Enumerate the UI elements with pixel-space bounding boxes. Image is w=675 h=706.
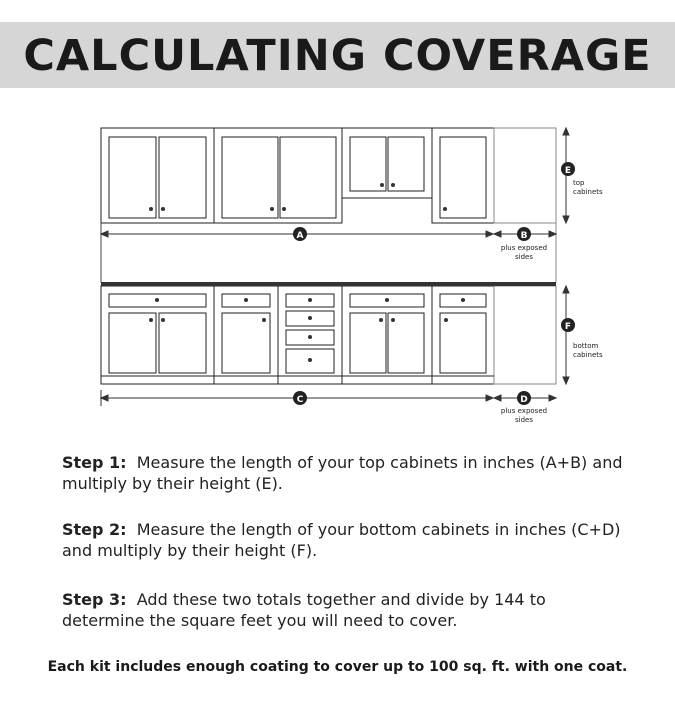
marker-b: B [520,231,528,241]
bottom-exposed-side [494,286,556,384]
marker-a: A [296,231,304,241]
step-1-text: Measure the length of your top cabinets in inches (A+B) and multiply by their height (E). [62,453,623,493]
bottom-cabinets [101,286,556,384]
step-3-text: Add these two totals together and divide by 144 to determine the square feet you will need to cover. [62,590,546,630]
marker-d: D [520,395,528,405]
cabinet-diagram [0,110,675,430]
page-title: CALCULATING COVERAGE [23,31,652,81]
step-2-text: Measure the length of your bottom cabinets in inches (C+D) and multiply by their height (F). [62,520,621,560]
coverage-note: Each kit includes enough coating to cover up to 100 sq. ft. with one coat. [47,659,628,675]
marker-c: C [296,395,304,405]
exposed-sides-label-top-1: plus exposed [500,244,548,252]
top-cabinets-label-2: cabinets [573,188,603,196]
top-cabinet-4 [432,128,494,223]
marker-f: F [564,322,572,332]
step-2-label: Step 2: [62,520,127,539]
step-2 [62,519,632,561]
marker-e: E [564,166,572,176]
bottom-cabinets-label-1: bottom [573,342,599,350]
top-cabinet-3 [342,128,432,198]
top-cabinet-1 [101,128,214,223]
exposed-sides-label-top-2: sides [515,253,533,261]
exposed-sides-label-bottom-2: sides [515,416,533,424]
step-3 [62,589,632,631]
step-3-label: Step 3: [62,590,127,609]
dimension-f [563,286,572,384]
bottom-cabinets-label-2: cabinets [573,351,603,359]
top-cabinets-label-1: top [573,179,585,187]
step-1-label: Step 1: [62,453,127,472]
step-1 [62,452,632,494]
exposed-sides-label-bottom-1: plus exposed [500,407,548,415]
countertop [101,282,556,286]
top-cabinets [101,128,556,223]
top-exposed-side [494,128,556,223]
